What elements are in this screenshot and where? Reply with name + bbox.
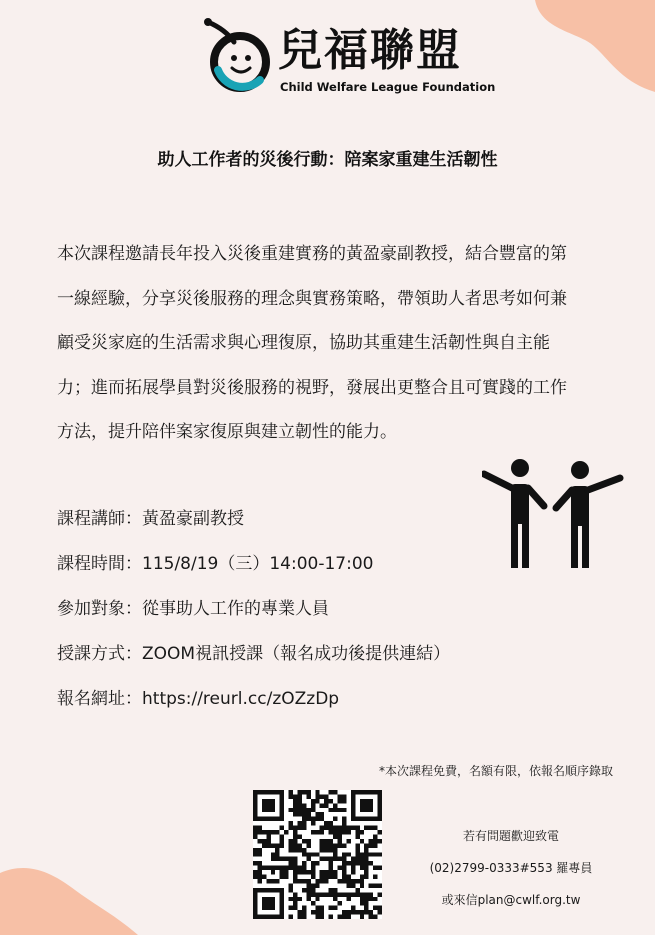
detail-format: 授課方式：ZOOM視訊授課（報名成功後提供連結） [57, 644, 451, 664]
intro-paragraph [57, 232, 607, 455]
detail-instructor: 課程講師：黃盈豪副教授 [57, 509, 244, 529]
logo-name-cn: 兒福聯盟 [278, 25, 462, 76]
corner-blob-bottom-left [0, 845, 140, 935]
intro-line: 顧受災家庭的生活需求與心理復原，協助其重建生活韌性與自主能 [57, 333, 550, 353]
intro-line: 力；進而拓展學員對災後服務的視野，發展出更整合且可實踐的工作 [57, 377, 567, 398]
intro-line: 方法，提升陪伴案家復原與建立韌性的能力。 [57, 422, 397, 442]
intro-line: 本次課程邀請長年投入災後重建實務的黃盈豪副教授，結合豐富的第 [57, 244, 567, 264]
contact-email[interactable]: 或來信plan@cwlf.org.tw [441, 893, 581, 907]
detail-audience: 參加對象：從事助人工作的專業人員 [57, 599, 329, 619]
contact-phone[interactable]: (02)2799-0333#553 羅專員 [429, 861, 593, 875]
qr-code-icon[interactable] [253, 790, 382, 919]
detail-registration-url[interactable]: 報名網址：https://reurl.cc/zOZzDp [57, 689, 340, 709]
corner-blob-top-right [505, 0, 655, 100]
free-course-note: *本次課程免費，名額有限，依報名順序錄取 [378, 764, 613, 778]
contact-line: 若有問題歡迎致電 [462, 829, 559, 843]
people-cheering-icon [482, 458, 624, 570]
contact-info [411, 826, 611, 922]
logo-name-en: Child Welfare League Foundation [280, 80, 496, 94]
detail-time: 課程時間：115/8/19（三）14:00-17:00 [57, 554, 374, 574]
page-title: 助人工作者的災後行動：陪案家重建生活韌性 [157, 150, 498, 170]
intro-line: 一線經驗，分享災後服務的理念與實務策略，帶領助人者思考如何兼 [57, 288, 567, 309]
logo [200, 18, 496, 100]
logo-mark-icon [200, 18, 276, 94]
course-details [57, 502, 450, 727]
